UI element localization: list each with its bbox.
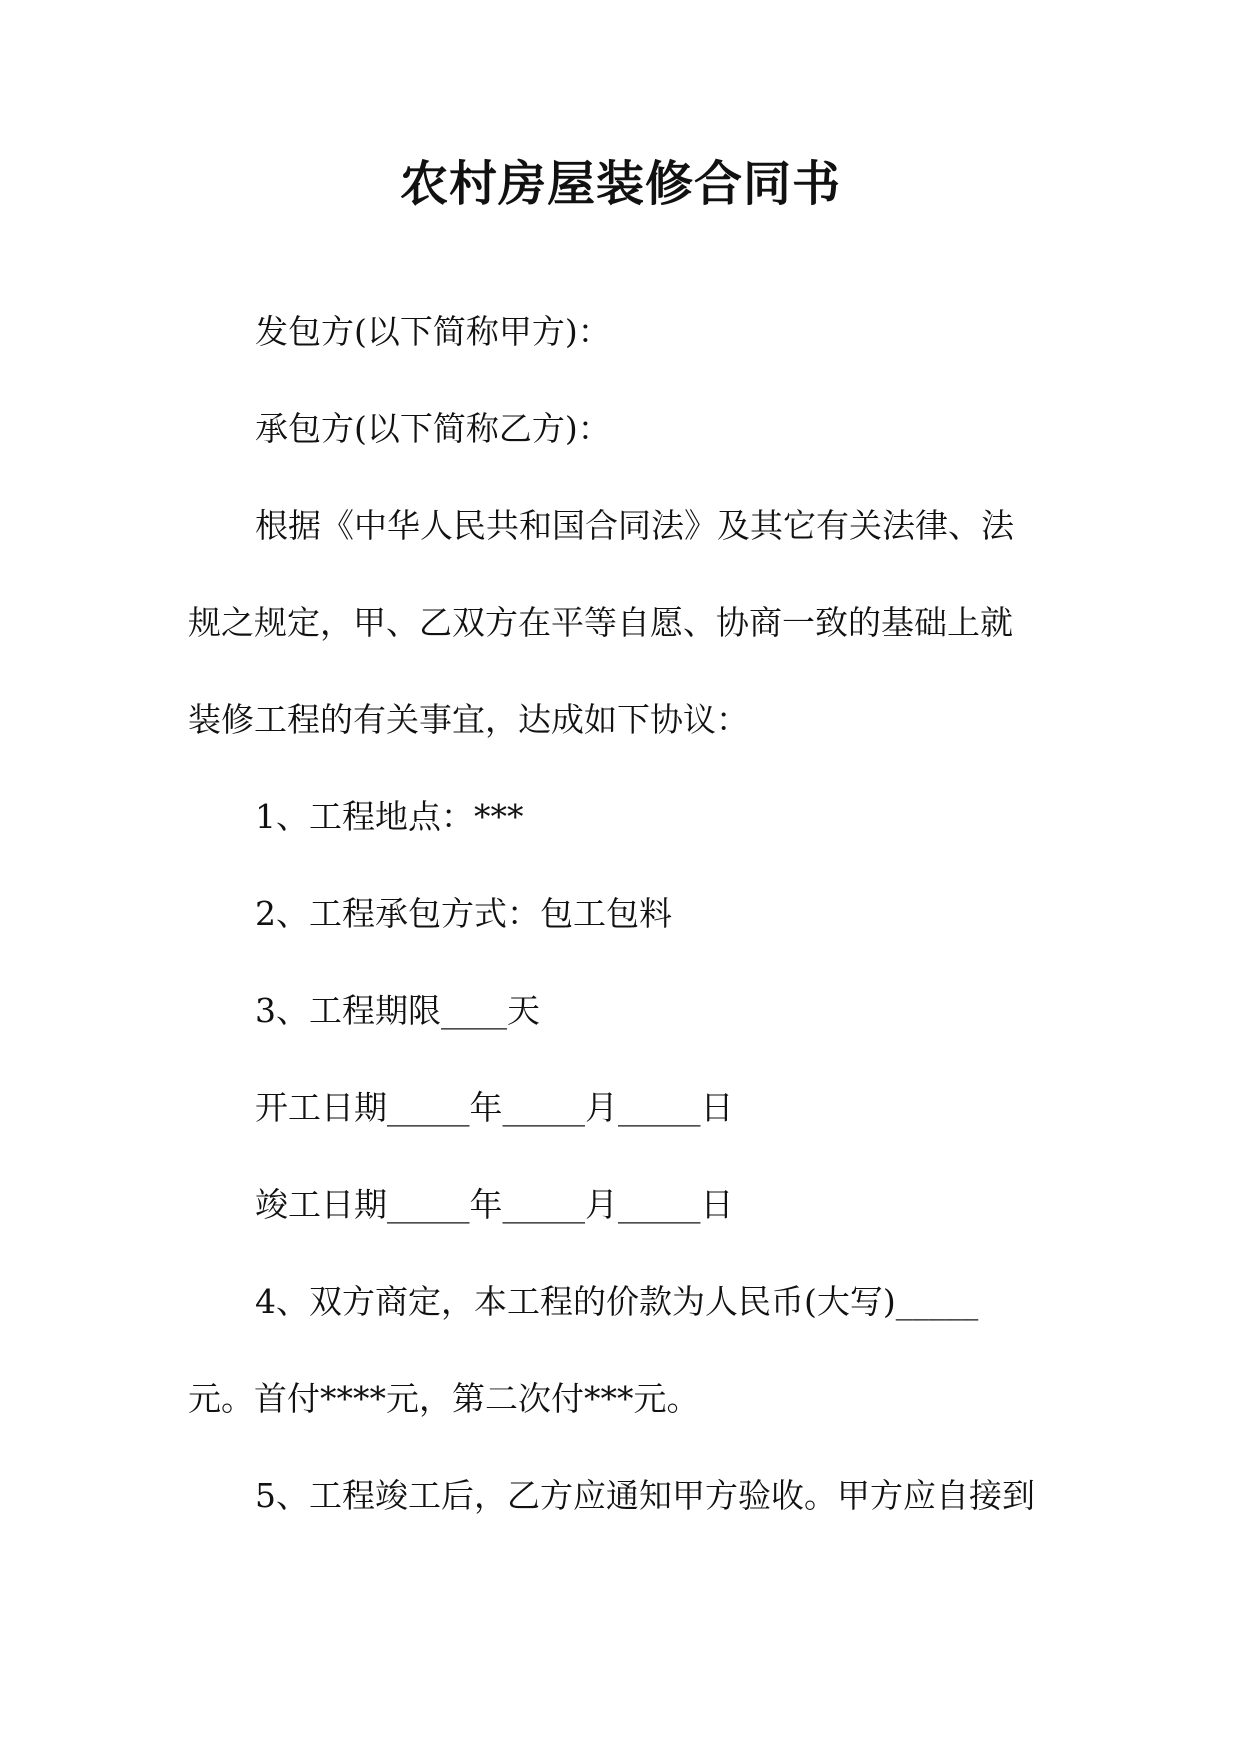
document-title: 农村房屋装修合同书 (399, 156, 841, 212)
preamble-line-3: 装修工程的有关事宜，达成如下协议： (188, 700, 749, 739)
clause-3-duration: 3、工程期限____天 (255, 991, 540, 1030)
preamble-line-1: 根据《中华人民共和国合同法》及其它有关法律、法 (255, 506, 1014, 545)
party-b-line: 承包方(以下简称乙方)： (255, 409, 611, 448)
start-date-line: 开工日期_____年_____月_____日 (255, 1088, 734, 1127)
preamble-line-2: 规之规定，甲、乙双方在平等自愿、协商一致的基础上就 (188, 603, 1013, 642)
party-a-line: 发包方(以下简称甲方)： (255, 312, 611, 351)
clause-1-location: 1、工程地点：*** (255, 797, 524, 836)
clause-2-method: 2、工程承包方式：包工包料 (255, 894, 672, 933)
completion-date-line: 竣工日期_____年_____月_____日 (255, 1185, 734, 1224)
clause-4-price-line-2: 元。首付****元，第二次付***元。 (188, 1379, 700, 1418)
clause-4-price-line-1: 4、双方商定，本工程的价款为人民币(大写)_____ (255, 1282, 979, 1321)
clause-5-acceptance-line: 5、工程竣工后，乙方应通知甲方验收。甲方应自接到 (255, 1476, 1035, 1515)
